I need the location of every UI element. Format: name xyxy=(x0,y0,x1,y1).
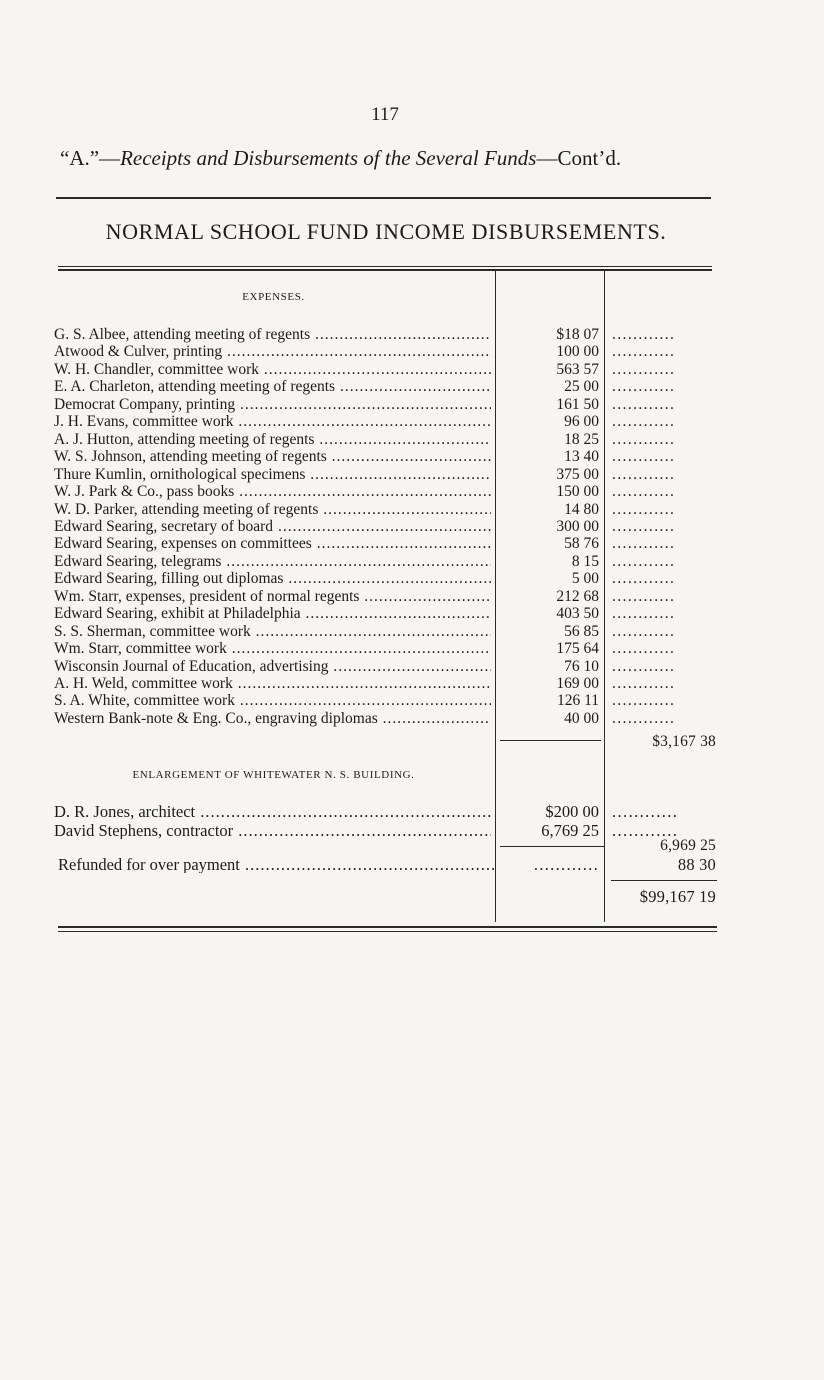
table-row xyxy=(0,710,824,727)
row-description: Wm. Starr, expenses, president of normal regents ..... xyxy=(54,588,491,605)
row-amount: 76 10 xyxy=(564,657,599,675)
row-total-leader: ............ xyxy=(612,552,676,570)
row-total-leader: ............ xyxy=(612,413,676,431)
row-description: Thure Kumlin, ornithological specimens ..... xyxy=(54,466,491,483)
grand-total: $99,167 19 xyxy=(639,888,716,905)
row-description: Edward Searing, telegrams ..... xyxy=(54,553,491,570)
table-row xyxy=(0,326,824,343)
row-amount: 25 00 xyxy=(564,378,599,396)
expenses-heading: EXPENSES. xyxy=(242,291,305,303)
row-amount: 169 00 xyxy=(556,675,599,692)
table-row xyxy=(0,501,824,518)
row-total-leader: ............ xyxy=(612,500,676,518)
row-amount: 212 68 xyxy=(556,587,599,605)
row-description: W. D. Parker, attending meeting of regents ..... xyxy=(54,501,491,518)
row-total-leader: ............ xyxy=(612,326,676,343)
enlargement-subtotal-row xyxy=(0,837,824,854)
row-description: D. R. Jones, architect ..... xyxy=(54,803,491,820)
row-total-leader: ............ xyxy=(612,395,676,413)
row-description: David Stephens, contractor ..... xyxy=(54,822,491,839)
row-description: Wm. Starr, committee work ..... xyxy=(54,640,491,657)
row-amount: 96 00 xyxy=(564,413,599,431)
row-amount: 8 15 xyxy=(571,552,599,570)
table-row xyxy=(0,483,824,500)
refund-amount-leader: ............ xyxy=(533,855,599,874)
row-amount: 6,769 25 xyxy=(541,821,599,840)
row-description: E. A. Charleton, attending meeting of regents ..... xyxy=(54,378,491,395)
row-total-leader: ............ xyxy=(612,343,676,361)
row-description: J. H. Evans, committee work ..... xyxy=(54,413,491,430)
enlargement-subtotal: 6,969 25 xyxy=(660,837,716,854)
row-description: S. S. Sherman, committee work ..... xyxy=(54,623,491,640)
row-total-leader: ............ xyxy=(612,535,676,553)
row-total-leader: ............ xyxy=(612,605,676,623)
row-amount: 100 00 xyxy=(556,343,599,361)
table-bottom-rule xyxy=(58,926,717,928)
row-description: Western Bank-note & Eng. Co., engraving diplomas ..... xyxy=(54,710,491,727)
row-amount: 150 00 xyxy=(556,483,599,501)
row-total-leader: ............ xyxy=(612,360,676,378)
row-amount: $200 00 xyxy=(545,802,599,821)
row-description: W. S. Johnson, attending meeting of regents ..... xyxy=(54,448,491,465)
row-amount: 5 00 xyxy=(571,570,599,588)
row-total-leader: ............ xyxy=(612,517,676,535)
row-amount: 300 00 xyxy=(556,517,599,535)
table-row xyxy=(0,588,824,605)
table-row xyxy=(0,803,824,820)
table-top-rule-2 xyxy=(58,269,712,271)
refund-row xyxy=(0,856,824,873)
row-description: S. A. White, committee work ..... xyxy=(54,692,491,709)
row-description: Edward Searing, exhibit at Philadelphia ..... xyxy=(54,605,491,622)
section-title: NORMAL SCHOOL FUND INCOME DISBURSEMENTS. xyxy=(105,219,667,244)
row-total-leader: ............ xyxy=(612,378,676,396)
row-amount: 403 50 xyxy=(556,605,599,623)
row-total-leader: ............ xyxy=(612,803,679,820)
row-amount: 175 64 xyxy=(556,640,599,658)
page-number: 117 xyxy=(371,104,399,125)
row-amount: 161 50 xyxy=(556,395,599,413)
table-row xyxy=(0,692,824,709)
row-amount: 14 80 xyxy=(564,500,599,518)
table-top-rule xyxy=(58,266,712,267)
row-amount: 563 57 xyxy=(556,360,599,378)
row-description: W. J. Park & Co., pass books ..... xyxy=(54,483,491,500)
row-description: W. H. Chandler, committee work ..... xyxy=(54,361,491,378)
table-row xyxy=(0,535,824,552)
row-amount: 40 00 xyxy=(564,709,599,727)
head-rule xyxy=(56,197,711,199)
table-row xyxy=(0,605,824,622)
table-row xyxy=(0,466,824,483)
row-description: Edward Searing, filling out diplomas ..... xyxy=(54,570,491,587)
row-total-leader: ............ xyxy=(612,657,676,675)
row-amount: 126 11 xyxy=(556,692,599,710)
table-bottom-rule-2 xyxy=(58,931,717,932)
row-amount: $18 07 xyxy=(556,326,599,343)
expenses-subtotal: $3,167 38 xyxy=(652,733,716,750)
row-total-leader: ............ xyxy=(612,430,676,448)
table-row xyxy=(0,378,824,395)
running-head xyxy=(60,146,720,171)
refund-amount: 88 30 xyxy=(677,856,716,873)
table-row xyxy=(0,553,824,570)
row-total-leader: ............ xyxy=(612,587,676,605)
table-row xyxy=(0,343,824,360)
table-row xyxy=(0,570,824,587)
row-description: G. S. Albee, attending meeting of regents ..... xyxy=(54,326,491,343)
grand-total-row xyxy=(0,888,824,905)
row-total-leader: ............ xyxy=(612,465,676,483)
table-row xyxy=(0,675,824,692)
running-head-suffix: —Cont’d. xyxy=(536,146,622,170)
row-description: Wisconsin Journal of Education, advertising ..... xyxy=(54,658,491,675)
row-amount: 13 40 xyxy=(564,448,599,466)
row-description: A. H. Weld, committee work ..... xyxy=(54,675,491,692)
row-description: Edward Searing, expenses on committees ..... xyxy=(54,535,491,552)
row-total-leader: ............ xyxy=(612,675,676,692)
row-amount: 18 25 xyxy=(564,430,599,448)
table-row xyxy=(0,413,824,430)
running-head-title: Receipts and Disbursements of the Several Funds xyxy=(120,146,537,170)
row-total-leader: ............ xyxy=(612,709,676,727)
table-row xyxy=(0,396,824,413)
row-description: Atwood & Culver, printing ..... xyxy=(54,343,491,360)
row-total-leader: ............ xyxy=(612,570,676,588)
row-amount: 375 00 xyxy=(556,465,599,483)
refund-description: Refunded for over payment ..... xyxy=(58,856,495,873)
row-total-leader: ............ xyxy=(612,822,679,839)
table-row xyxy=(0,431,824,448)
table-row xyxy=(0,361,824,378)
row-description: Democrat Company, printing ..... xyxy=(54,396,491,413)
row-amount: 56 85 xyxy=(564,622,599,640)
row-description: Edward Searing, secretary of board ..... xyxy=(54,518,491,535)
row-total-leader: ............ xyxy=(612,448,676,466)
row-total-leader: ............ xyxy=(612,640,676,658)
row-amount: 58 76 xyxy=(564,535,599,553)
enlargement-heading: ENLARGEMENT OF WHITEWATER N. S. BUILDING. xyxy=(132,769,415,781)
row-total-leader: ............ xyxy=(612,622,676,640)
row-total-leader: ............ xyxy=(612,483,676,501)
row-total-leader: ............ xyxy=(612,692,676,710)
row-description: A. J. Hutton, attending meeting of regents ..... xyxy=(54,431,491,448)
table-row xyxy=(0,518,824,535)
table-row xyxy=(0,448,824,465)
running-head-prefix: “A.”— xyxy=(60,146,121,170)
table-row xyxy=(0,623,824,640)
table-row xyxy=(0,658,824,675)
total-rule xyxy=(611,880,717,881)
table-row xyxy=(0,640,824,657)
expenses-subtotal-row xyxy=(0,733,824,750)
